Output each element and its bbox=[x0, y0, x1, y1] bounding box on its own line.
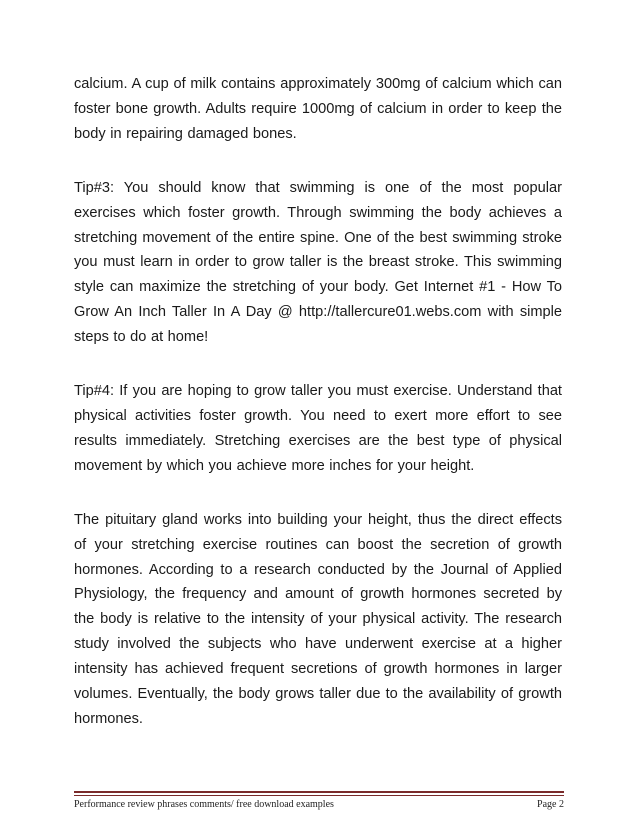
paragraph-pituitary: The pituitary gland works into building your height, thus the direct effects of your stretching exercise routines can boost the secretion of growth hormones. According to a research conducted by the Journal of Applied Physiology, the frequency and amount of growth hormones secreted by the body is relative to the intensity of your physical activity. The research study involved the subjects who have underwent exercise at a higher intensity has achieved frequent secretions of growth hormones in larger volumes. Eventually, the body grows taller due to the availability of growth hormones. bbox=[74, 511, 562, 727]
page-number: Page 2 bbox=[537, 799, 564, 810]
body-text bbox=[74, 72, 562, 761]
paragraph-tip-4: Tip#4: If you are hoping to grow taller you must exercise. Understand that physical activities foster growth. You need to exert more effort to see results immediately. Stretching exercises are the best type of physical movement by which you achieve more inches for your height. bbox=[74, 383, 562, 474]
footer-divider-thick bbox=[74, 791, 564, 793]
paragraph-tip-3: Tip#3: You should know that swimming is one of the most popular exercises which foster growth. Through swimming the body achieves a stretching movement of the entire spine. One of the best swimming stroke you must learn in order to grow taller is the breast stroke. This swimming style can maximize the stretching of your body. Get Internet #1 - How To Grow An Inch Taller In A Day @ http://tallercure01.webs.com with simple steps to do at home! bbox=[74, 179, 562, 346]
footer-divider-thin bbox=[74, 795, 564, 796]
footer-title: Performance review phrases comments/ free download examples bbox=[74, 799, 334, 810]
paragraph-calcium: calcium. A cup of milk contains approximately 300mg of calcium which can foster bone growth. Adults require 1000mg of calcium in order to keep the body in repairing damaged bones. bbox=[74, 76, 562, 142]
